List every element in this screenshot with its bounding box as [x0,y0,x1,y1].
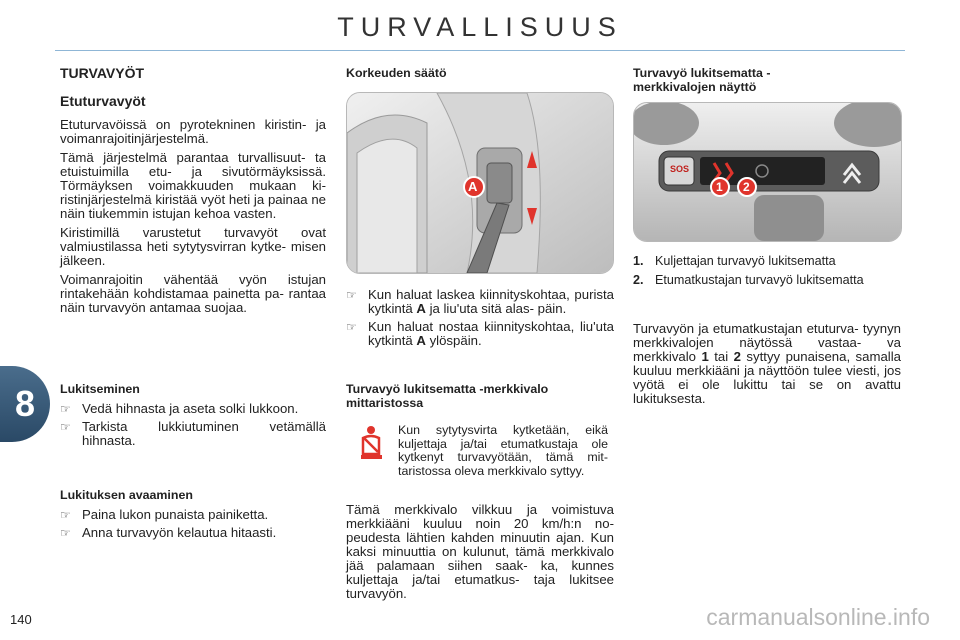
list-item: ☞ Kun haluat laskea kiinnityskohtaa, purista kytkintä A ja liu'uta sitä alas- päin. [346,287,614,316]
paragraph: Voimanrajoitin vähentää vyön istujan rintakehään kohdistamaa painetta pa- rantaa näin turvavyön antamaa suojaa. [60,272,326,315]
pointer-icon: ☞ [346,320,357,334]
list-item: 2. Etumatkustajan turvavyö lukitsematta [633,273,864,287]
warning-display-image [633,102,902,242]
display-legend [633,254,903,292]
list-item: ☞ Anna turvavyön kelautua hitaasti. [60,525,277,540]
warning-text: Kun sytytysvirta kytketään, eikä kuljettaja ja/tai etumatkustaja ole kytkenyt turvavyötään, tämä mit- taristossa oleva merkkivalo syttyy. [398,423,608,478]
image-label-2: 2 [743,180,750,194]
pointer-icon: ☞ [60,526,71,540]
sos-label: SOS [670,164,690,174]
chapter-tab: 8 [0,366,50,442]
list-item: ☞ Kun haluat nostaa kiinnityskohtaa, liu'uta kytkintä A ylöspäin. [346,319,614,348]
right-header [633,66,901,100]
pointer-icon: ☞ [60,402,71,416]
unlocking-section [60,488,326,544]
list-item: ☞ Paina lukon punaista painiketta. [60,507,269,522]
paragraph: Tämä järjestelmä parantaa turvallisuut- ta etuistuimilla etu- ja sivutörmäyksissä. Törmäyksen voimakkuuden mukaan ki- ristinjärjestelmä kiristää vyöt heti ja painaa ne näin tiukemmin istujan kehoa vasten. [60,150,326,221]
middle-header [346,66,614,86]
height-title: Korkeuden säätö [346,66,447,80]
left-column [60,66,326,320]
list-item: ☞ Tarkista lukkiutuminen vetämällä hihnasta. [60,419,326,448]
warning-title: Turvavyö lukitsematta -merkkivalo mittaristossa [346,382,549,410]
seatbelt-height-image [346,92,614,274]
list-item: 1. Kuljettajan turvavyö lukitsematta [633,254,836,268]
pointer-icon: ☞ [60,508,71,522]
display-title: Turvavyö lukitsematta - merkkivalojen näyttö [633,66,771,94]
list-item: ☞ Vedä hihnasta ja aseta solki lukkoon. [60,401,299,416]
watermark: carmanualsonline.info [706,604,930,630]
seatbelt-warning-icon [358,424,398,483]
paragraph: Etuturvavöissä on pyrotekninen kiristin- ja voimanrajoitinjärjestelmä. [60,117,326,146]
subsection-title: Etuturvavyöt [60,93,146,109]
image-label-1: 1 [716,180,723,194]
pointer-icon: ☞ [346,288,357,302]
right-paragraph: Turvavyön ja etumatkustajan etuturva- tyynyn merkkivalojen näytössä vastaa- va merkkivalo 1 tai 2 syttyy punaisena, samalla kuuluu merkkiääni ja näyttöön tulee viesti, jos vyötä ei ole lukittu tai se on avattu lukituksesta. [633,321,901,406]
paragraph: Kiristimillä varustetut turvavyöt ovat valmiustilassa heti sytytysvirran kytke- misen jälkeen. [60,225,326,268]
blink-text: Tämä merkkivalo vilkkuu ja voimistuva merkkiääni kuuluu noin 20 km/h:n no- peudesta lähtien kahden minuutin ajan. Kun kaksi minuuttia on kulunut, tämä merkkivalo jää palamaan siihen saak- ka, kunnes kuljettaja ja/tai etumatkus- taja lukitsee turvavyön. [346,502,614,601]
page-title: TURVALLISUUS [337,12,623,42]
pointer-icon: ☞ [60,420,71,434]
locking-section [60,382,326,452]
image-label-a: A [468,179,478,194]
height-instructions [346,288,614,352]
warning-section [346,382,614,606]
locking-title: Lukitseminen [60,382,140,396]
header-rule [55,50,905,51]
page-number: 140 [10,612,32,627]
section-title: TURVAVYÖT [60,65,145,81]
unlocking-title: Lukituksen avaaminen [60,488,193,502]
